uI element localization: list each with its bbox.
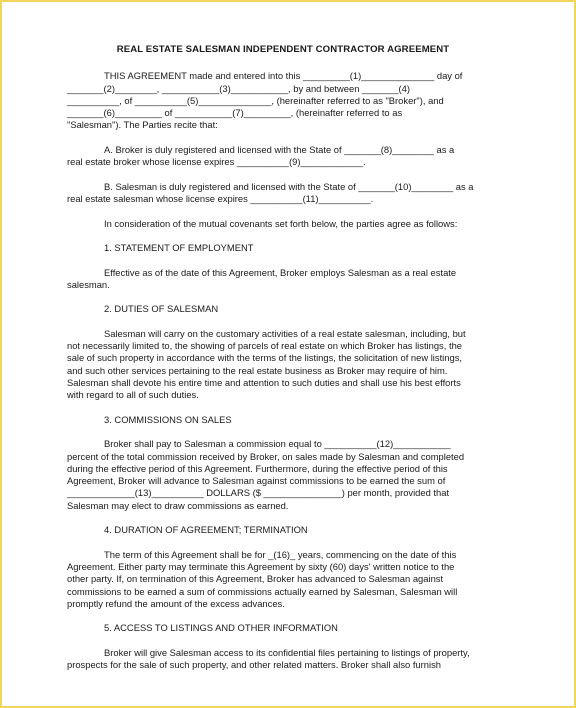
recital-a — [67, 144, 499, 169]
section-line: The term of this Agreement shall be for _(16)_ years, commencing on the date of this — [104, 548, 457, 560]
intro-line: _______(6)_________ of ___________(7)_________, (hereinafter referred to as — [67, 107, 403, 119]
section-line: promptly refund the amount of the excess advances. — [67, 597, 285, 609]
section-paragraph — [67, 438, 499, 512]
section-paragraph — [67, 549, 499, 610]
section-line: _____________(13)__________ DOLLARS ($ _______________) per month, provided that — [67, 487, 450, 499]
intro-paragraph — [67, 70, 499, 131]
section-line: prospects for the sale of such property, and other related matters. Broker shall also furnish — [67, 659, 441, 671]
section-line: Agreement. Either party may terminate this Agreement by sixty (60) days' written notice to the — [67, 560, 455, 572]
section-heading: 2. DUTIES OF SALESMAN — [104, 303, 219, 315]
section-paragraph — [67, 267, 499, 292]
section-line: Broker shall pay to Salesman a commission equal to __________(12)___________ — [104, 438, 451, 450]
section-heading: 1. STATEMENT OF EMPLOYMENT — [104, 242, 254, 254]
section-line: Salesman will carry on the customary activities of a real estate salesman, including, but — [104, 327, 466, 339]
section-line: other party. If, on termination of this Agreement, Broker has advanced to Salesman against — [67, 573, 444, 585]
section-line: Agreement, Broker will advance to Salesman against commissions to be earned the sum of — [67, 475, 446, 487]
section-line: during the effective period of this Agreement. Furthermore, during the effective period of this — [67, 462, 448, 474]
section-heading: 5. ACCESS TO LISTINGS AND OTHER INFORMATION — [104, 622, 338, 634]
section-line: salesman. — [67, 278, 110, 290]
section-line: with regard to all of such duties. — [67, 389, 199, 401]
section-line: Effective as of the date of this Agreement, Broker employs Salesman as a real estate — [104, 266, 457, 278]
intro-line: THIS AGREEMENT made and entered into this _________(1)______________ day of — [104, 70, 463, 82]
section-paragraph — [67, 328, 499, 402]
recital-line: A. Broker is duly registered and licensed with the State of _______(8)________ as a — [104, 143, 455, 155]
section-line: commissions to be earned a sum of commissions actually earned by Salesman, Salesman will — [67, 585, 458, 597]
recital-line: B. Salesman is duly registered and licensed with the State of _______(10)________ as a — [104, 180, 474, 192]
section-paragraph — [67, 647, 499, 672]
intro-line: "Salesman"). The Parties recite that: — [67, 119, 218, 131]
section-line: Salesman may elect to draw commissions as earned. — [67, 499, 289, 511]
section-line: Broker will give Salesman access to its confidential files pertaining to listings of property, — [104, 646, 470, 658]
recital-line: real estate broker whose license expires __________(9)____________. — [67, 156, 366, 168]
section-heading: 4. DURATION OF AGREEMENT; TERMINATION — [104, 524, 308, 536]
recital-b — [67, 181, 499, 206]
section-line: sale of such property in accordance with the terms of the listings, the solicitation of new listings, — [67, 352, 462, 364]
section-heading: 3. COMMISSIONS ON SALES — [104, 413, 232, 425]
section-line: not necessarily limited to, the showing of parcels of real estate on which Broker has listings, the — [67, 340, 462, 352]
document-page — [2, 2, 574, 706]
document-title: REAL ESTATE SALESMAN INDEPENDENT CONTRACTOR AGREEMENT — [116, 44, 450, 55]
intro-line: __________, of __________(5)______________, (hereinafter referred to as "Broker"), and — [67, 94, 444, 106]
section-line: percent of the total commission received by Broker, on sales made by Salesman and completed — [67, 450, 465, 462]
recital-line: real estate salesman whose license expires __________(11)__________. — [67, 193, 374, 205]
document-body — [67, 44, 499, 684]
section-line: Salesman shall devote his entire time and attention to such duties and shall use his best efforts — [67, 376, 461, 388]
section-line: and such other services pertaining to the real estate business as Broker may require of him. — [67, 364, 448, 376]
consideration-paragraph: In consideration of the mutual covenants set forth below, the parties agree as follows: — [104, 217, 458, 229]
intro-line: _______(2)________, ___________(3)___________, by and between _______(4) — [67, 82, 411, 94]
